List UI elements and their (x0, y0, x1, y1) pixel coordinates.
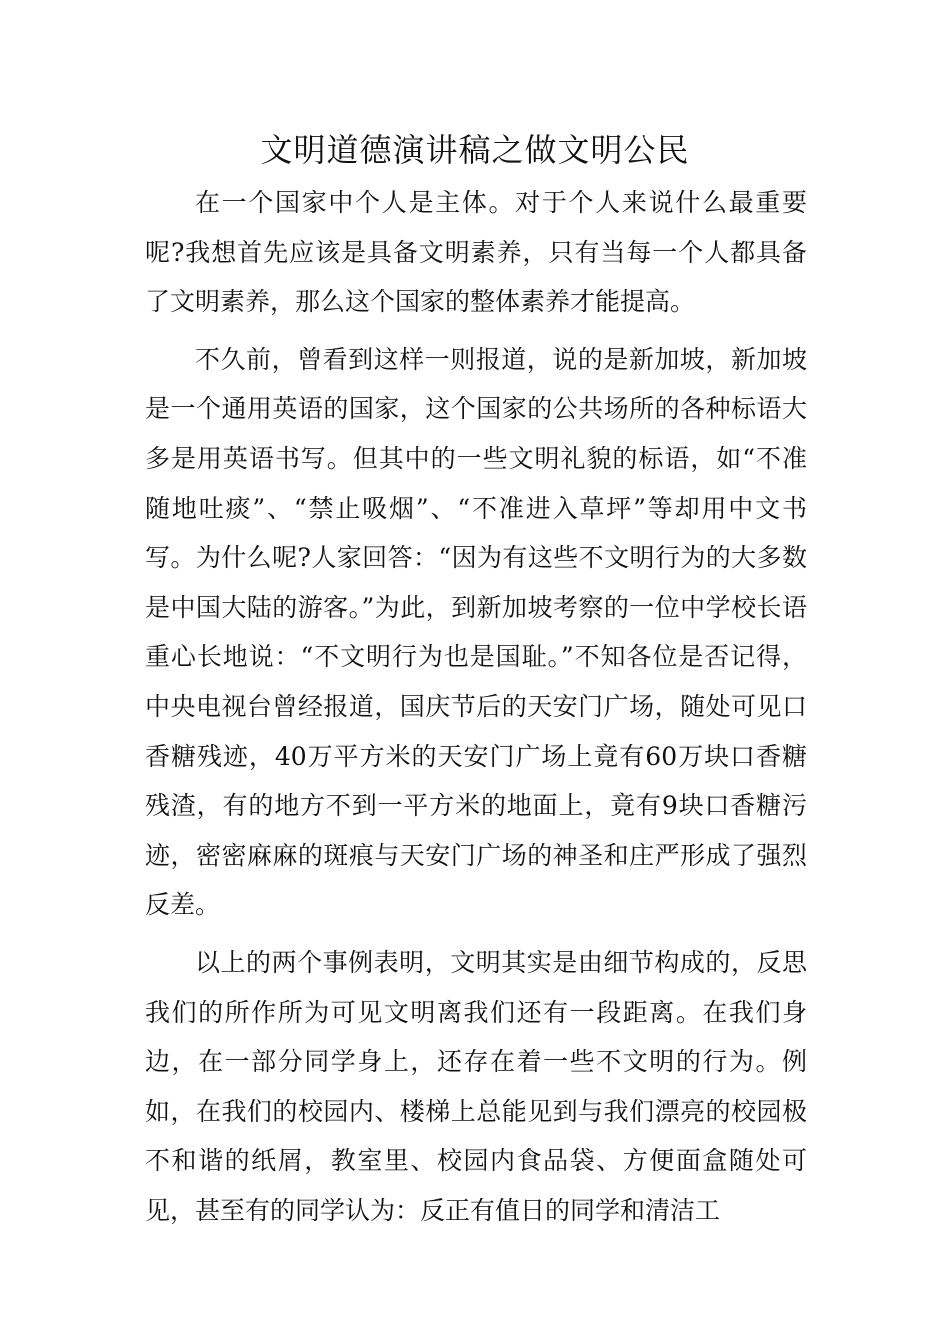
paragraph-2: 不久前，曾看到这样一则报道，说的是新加坡，新加坡是一个通用英语的国家，这个国家的公共场所的各种标语大多是用英语书写。但其中的一些文明礼貌的标语，如“不准随地吐痰”、“禁止吸烟”、“不准进入草坪”等却用中文书写。为什么呢?人家回答：“因为有这些不文明行为的大多数是中国大陆的游客。”为此，到新加坡考察的一位中学校长语重心长地说：“不文明行为也是国耻。”不知各位是否记得，中央电视台曾经报道，国庆节后的天安门广场，随处可见口香糖残迹，40万平方米的天安门广场上竟有60万块口香糖残渣，有的地方不到一平方米的地面上，竟有9块口香糖污迹，密密麻麻的斑痕与天安门广场的神圣和庄严形成了强烈反差。 (145, 344, 807, 920)
paragraph-1: 在一个国家中个人是主体。对于个人来说什么最重要呢?我想首先应该是具备文明素养，只有当每一个人都具备了文明素养，那么这个国家的整体素养才能提高。 (145, 188, 807, 317)
document-title: 文明道德演讲稿之做文明公民 (260, 131, 690, 169)
paragraph-3: 以上的两个事例表明，文明其实是由细节构成的，反思我们的所作所为可见文明离我们还有一段距离。在我们身边，在一部分同学身上，还存在着一些不文明的行为。例如，在我们的校园内、楼梯上总能见到与我们漂亮的校园极不和谐的纸屑，教室里、校园内食品袋、方便面盒随处可见，甚至有的同学认为：反正有值日的同学和清洁工 (145, 947, 807, 1225)
document-body (145, 178, 807, 1235)
